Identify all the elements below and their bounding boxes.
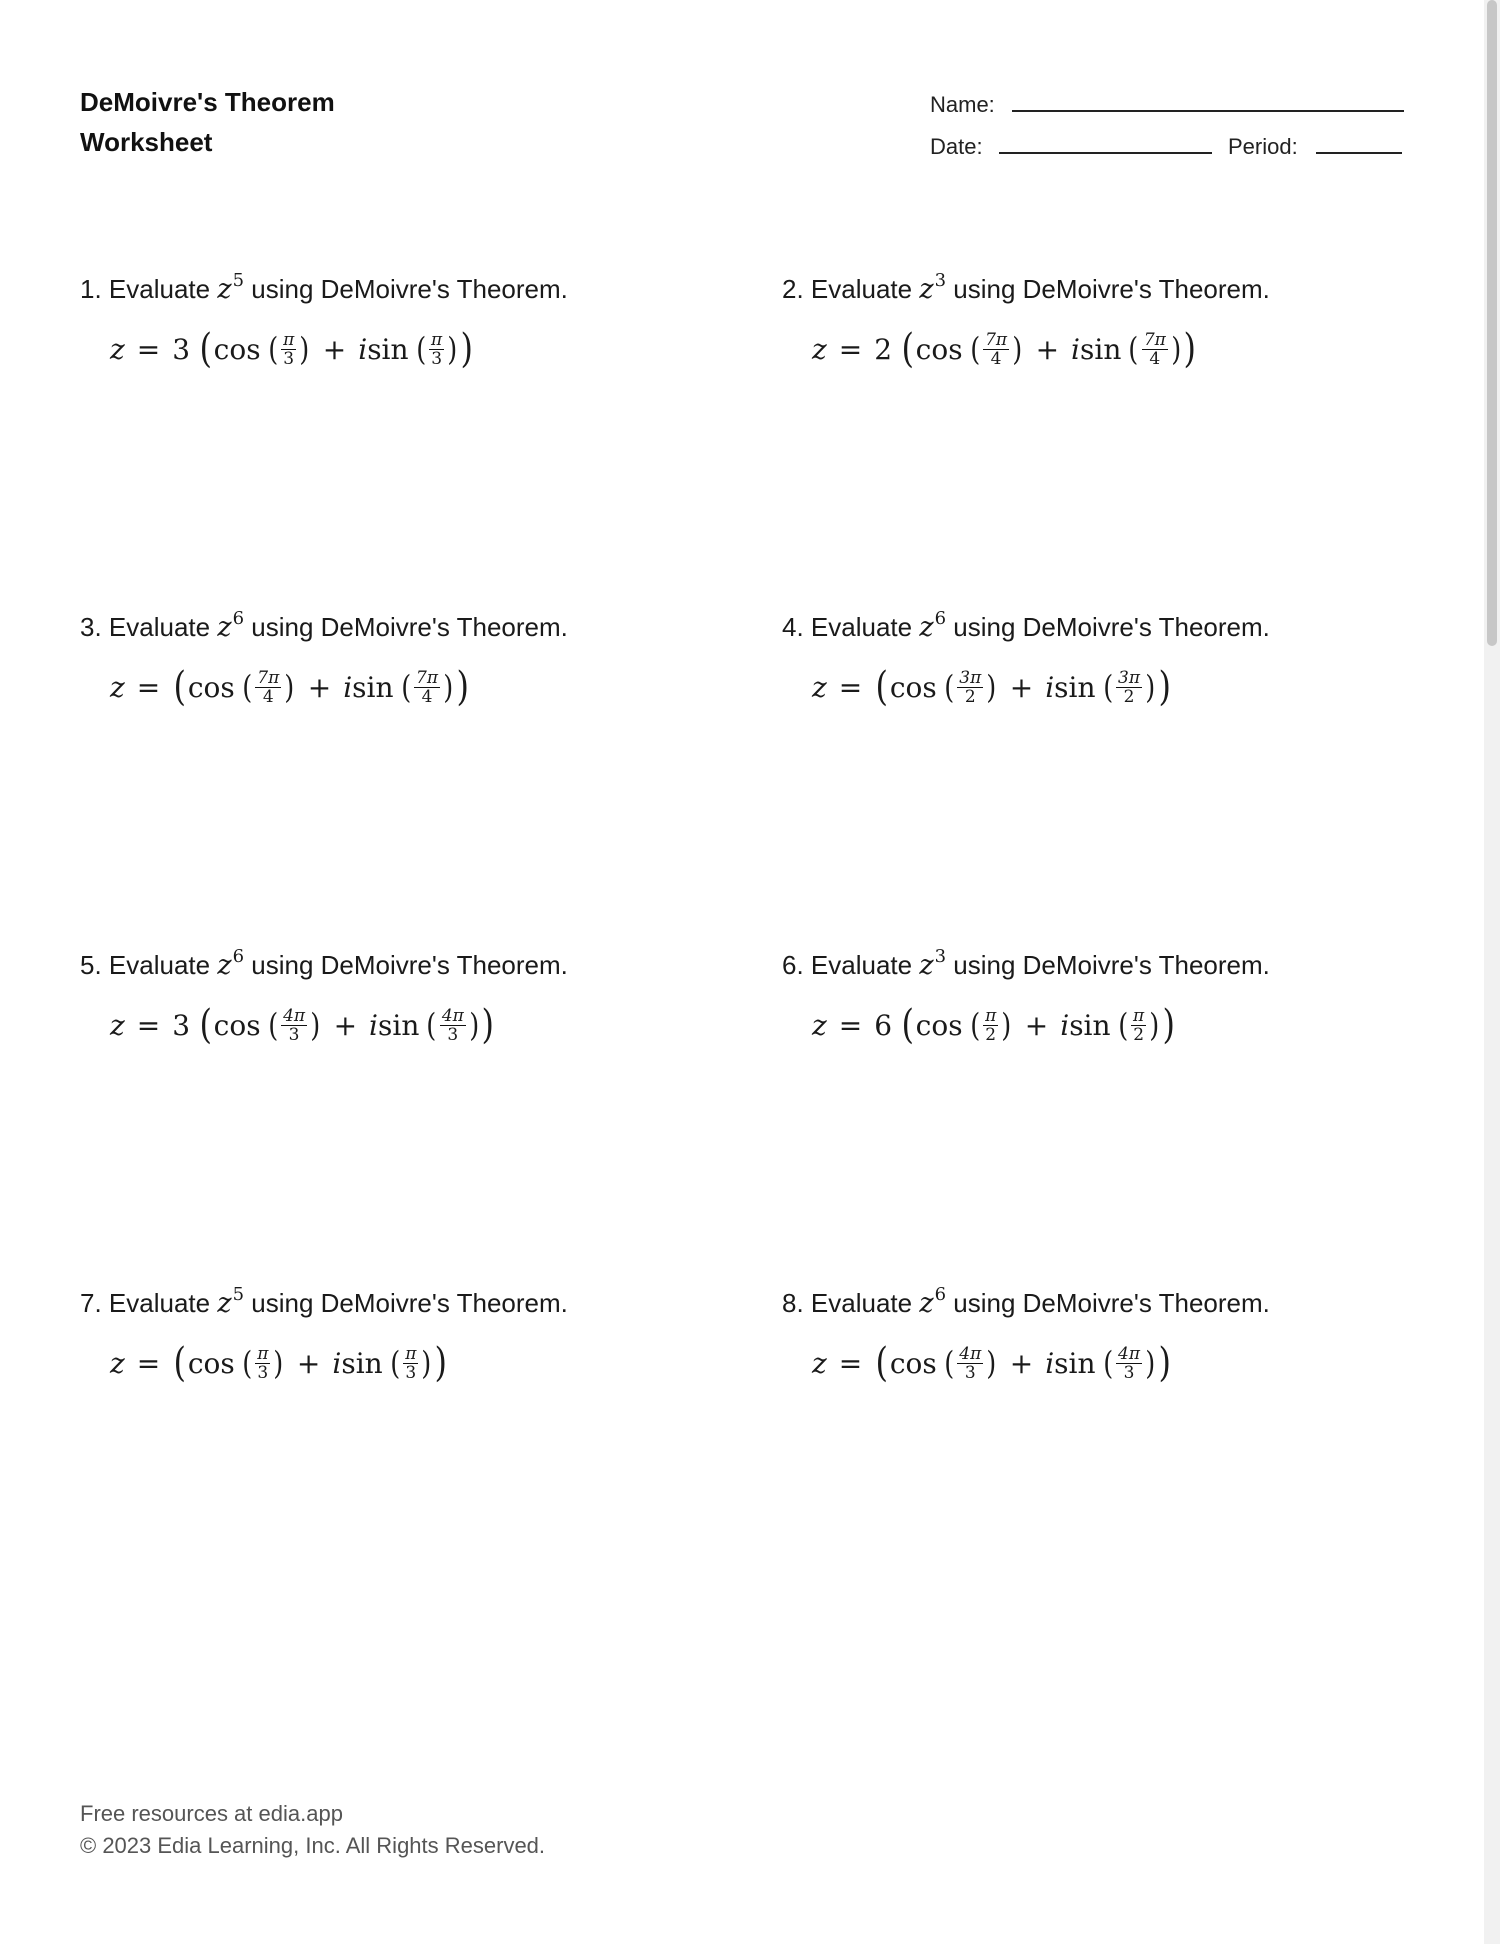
variable-z: z bbox=[217, 274, 232, 305]
problem-number: 6. bbox=[782, 950, 804, 980]
angle-numerator: 7π bbox=[1143, 329, 1166, 350]
arg-right-paren: ) bbox=[469, 1006, 480, 1044]
problem-prompt bbox=[782, 610, 1422, 645]
angle-denominator: 3 bbox=[283, 348, 295, 369]
angle-numerator: π bbox=[431, 329, 443, 350]
arg-right-paren: ) bbox=[443, 668, 454, 706]
arg-left-paren: ( bbox=[944, 668, 955, 706]
prompt-verb: Evaluate bbox=[108, 1288, 211, 1318]
arg-right-paren: ) bbox=[986, 1344, 997, 1382]
angle-fraction bbox=[1116, 1345, 1142, 1382]
right-paren: ) bbox=[1158, 1340, 1171, 1386]
arg-left-paren: ( bbox=[944, 1344, 955, 1382]
arg-left-paren: ( bbox=[267, 330, 278, 368]
problem-prompt bbox=[782, 1286, 1422, 1321]
arg-right-paren: ) bbox=[299, 330, 310, 368]
trig-function: cos bbox=[187, 670, 235, 704]
equals-sign: = bbox=[838, 1008, 863, 1042]
arg-left-paren: ( bbox=[1117, 1006, 1128, 1044]
plus-sign: + bbox=[333, 1008, 358, 1042]
worksheet-title bbox=[80, 82, 335, 162]
trig-function: sin bbox=[367, 332, 409, 366]
problem-prompt bbox=[80, 272, 720, 307]
problem-number: 8. bbox=[782, 1288, 804, 1318]
arg-right-paren: ) bbox=[1171, 330, 1182, 368]
angle-fraction bbox=[403, 1345, 418, 1382]
right-paren: ) bbox=[1183, 326, 1197, 372]
angle-fraction bbox=[440, 1007, 466, 1044]
arg-right-paren: ) bbox=[986, 668, 997, 706]
arg-left-paren: ( bbox=[242, 668, 253, 706]
equals-sign: = bbox=[136, 670, 161, 704]
name-label: Name: bbox=[930, 92, 995, 117]
problem-prompt bbox=[782, 272, 1422, 307]
exponent: 5 bbox=[232, 270, 245, 291]
modulus-coefficient: 2 bbox=[874, 332, 893, 366]
variable-z: z bbox=[217, 1288, 232, 1319]
angle-denominator: 2 bbox=[985, 1024, 997, 1045]
angle-fraction bbox=[255, 669, 281, 706]
plus-sign: + bbox=[1009, 1346, 1034, 1380]
angle-fraction bbox=[957, 1345, 983, 1382]
angle-fraction bbox=[281, 1007, 307, 1044]
equals-sign: = bbox=[838, 670, 863, 704]
arg-right-paren: ) bbox=[1149, 1006, 1160, 1044]
right-paren: ) bbox=[434, 1340, 447, 1386]
problem-equation bbox=[110, 1001, 720, 1049]
angle-denominator: 4 bbox=[262, 686, 274, 707]
arg-left-paren: ( bbox=[1102, 668, 1113, 706]
equation-variable: z bbox=[110, 1008, 125, 1042]
footer bbox=[80, 1798, 545, 1862]
arg-left-paren: ( bbox=[242, 1344, 253, 1382]
angle-denominator: 2 bbox=[1123, 686, 1135, 707]
problem-equation bbox=[110, 1339, 720, 1387]
problem-1 bbox=[80, 272, 720, 373]
prompt-verb: Evaluate bbox=[810, 1288, 913, 1318]
prompt-verb: Evaluate bbox=[108, 612, 211, 642]
arg-left-paren: ( bbox=[1102, 1344, 1113, 1382]
angle-numerator: 7π bbox=[416, 667, 439, 688]
problem-4 bbox=[782, 610, 1422, 711]
angle-numerator: π bbox=[283, 329, 295, 350]
arg-right-paren: ) bbox=[421, 1344, 432, 1382]
angle-numerator: 4π bbox=[1118, 1343, 1141, 1364]
problem-prompt bbox=[782, 948, 1422, 983]
angle-fraction bbox=[281, 331, 296, 368]
arg-right-paren: ) bbox=[1012, 330, 1023, 368]
angle-numerator: 7π bbox=[985, 329, 1008, 350]
problem-5 bbox=[80, 948, 720, 1049]
angle-numerator: 3π bbox=[1118, 667, 1141, 688]
angle-numerator: 3π bbox=[959, 667, 982, 688]
equation-variable: z bbox=[110, 670, 125, 704]
modulus-coefficient: 3 bbox=[172, 332, 191, 366]
plus-sign: + bbox=[307, 670, 332, 704]
variable-z: z bbox=[217, 950, 232, 981]
left-paren: ( bbox=[875, 1340, 889, 1386]
angle-numerator: 4π bbox=[959, 1343, 982, 1364]
angle-fraction bbox=[983, 1007, 998, 1044]
right-paren: ) bbox=[1162, 1002, 1175, 1048]
prompt-instruction: using DeMoivre's Theorem. bbox=[953, 1288, 1270, 1318]
problem-6 bbox=[782, 948, 1422, 1049]
angle-numerator: 4π bbox=[441, 1005, 464, 1026]
page-scrollbar[interactable] bbox=[1484, 0, 1500, 1944]
trig-function: sin bbox=[1080, 332, 1122, 366]
equals-sign: = bbox=[136, 1008, 161, 1042]
angle-fraction bbox=[429, 331, 444, 368]
exponent: 6 bbox=[232, 608, 245, 629]
prompt-instruction: using DeMoivre's Theorem. bbox=[953, 274, 1270, 304]
exponent: 3 bbox=[934, 946, 947, 967]
imaginary-unit: i bbox=[358, 332, 368, 366]
prompt-verb: Evaluate bbox=[108, 950, 211, 980]
problem-equation bbox=[812, 1339, 1422, 1387]
angle-denominator: 4 bbox=[1149, 348, 1161, 369]
equals-sign: = bbox=[136, 1346, 161, 1380]
arg-right-paren: ) bbox=[310, 1006, 321, 1044]
angle-fraction bbox=[1142, 331, 1168, 368]
trig-function: cos bbox=[213, 1008, 261, 1042]
scrollbar-thumb[interactable] bbox=[1487, 0, 1497, 646]
arg-right-paren: ) bbox=[273, 1344, 284, 1382]
angle-fraction bbox=[1116, 669, 1142, 706]
prompt-instruction: using DeMoivre's Theorem. bbox=[953, 950, 1270, 980]
exponent: 6 bbox=[934, 1284, 947, 1305]
angle-numerator: π bbox=[257, 1343, 269, 1364]
left-paren: ( bbox=[173, 1340, 187, 1386]
variable-z: z bbox=[919, 274, 934, 305]
exponent: 6 bbox=[934, 608, 947, 629]
angle-fraction bbox=[957, 669, 983, 706]
problem-equation bbox=[812, 663, 1422, 711]
trig-function: cos bbox=[889, 670, 937, 704]
equation-variable: z bbox=[812, 1346, 827, 1380]
problem-3 bbox=[80, 610, 720, 711]
angle-denominator: 3 bbox=[288, 1024, 300, 1045]
exponent: 6 bbox=[232, 946, 245, 967]
trig-function: sin bbox=[1054, 670, 1096, 704]
problem-7 bbox=[80, 1286, 720, 1387]
name-line[interactable] bbox=[1012, 110, 1404, 112]
equation-variable: z bbox=[812, 332, 827, 366]
variable-z: z bbox=[919, 1288, 934, 1319]
trig-function: sin bbox=[352, 670, 394, 704]
left-paren: ( bbox=[199, 1002, 213, 1048]
angle-denominator: 3 bbox=[257, 1362, 269, 1383]
prompt-verb: Evaluate bbox=[810, 274, 913, 304]
trig-function: sin bbox=[1069, 1008, 1111, 1042]
problem-prompt bbox=[80, 948, 720, 983]
prompt-verb: Evaluate bbox=[810, 612, 913, 642]
left-paren: ( bbox=[901, 1002, 915, 1048]
angle-denominator: 2 bbox=[964, 686, 976, 707]
prompt-verb: Evaluate bbox=[810, 950, 913, 980]
trig-function: sin bbox=[378, 1008, 420, 1042]
problem-number: 4. bbox=[782, 612, 804, 642]
angle-numerator: π bbox=[405, 1343, 417, 1364]
problem-number: 1. bbox=[80, 274, 102, 304]
imaginary-unit: i bbox=[332, 1346, 342, 1380]
angle-numerator: 7π bbox=[257, 667, 280, 688]
right-paren: ) bbox=[1158, 664, 1171, 710]
arg-right-paren: ) bbox=[447, 330, 458, 368]
period-line[interactable] bbox=[1316, 152, 1402, 154]
arg-right-paren: ) bbox=[1001, 1006, 1012, 1044]
right-paren: ) bbox=[460, 326, 473, 372]
prompt-verb: Evaluate bbox=[108, 274, 211, 304]
left-paren: ( bbox=[173, 664, 187, 710]
problem-prompt bbox=[80, 610, 720, 645]
plus-sign: + bbox=[1009, 670, 1034, 704]
title-line-1: DeMoivre's Theorem bbox=[80, 87, 335, 117]
angle-fraction bbox=[983, 331, 1009, 368]
imaginary-unit: i bbox=[1045, 670, 1055, 704]
arg-left-paren: ( bbox=[969, 330, 980, 368]
problem-equation bbox=[110, 325, 720, 373]
arg-left-paren: ( bbox=[389, 1344, 400, 1382]
problem-number: 3. bbox=[80, 612, 102, 642]
right-paren: ) bbox=[456, 664, 469, 710]
equals-sign: = bbox=[838, 1346, 863, 1380]
imaginary-unit: i bbox=[1060, 1008, 1070, 1042]
arg-left-paren: ( bbox=[1128, 330, 1139, 368]
arg-left-paren: ( bbox=[400, 668, 411, 706]
problem-number: 7. bbox=[80, 1288, 102, 1318]
date-label: Date: bbox=[930, 134, 983, 159]
arg-right-paren: ) bbox=[1145, 668, 1156, 706]
equation-variable: z bbox=[812, 670, 827, 704]
angle-denominator: 2 bbox=[1133, 1024, 1145, 1045]
angle-numerator: π bbox=[985, 1005, 997, 1026]
trig-function: sin bbox=[341, 1346, 383, 1380]
arg-right-paren: ) bbox=[284, 668, 295, 706]
plus-sign: + bbox=[1024, 1008, 1049, 1042]
arg-left-paren: ( bbox=[267, 1006, 278, 1044]
plus-sign: + bbox=[296, 1346, 321, 1380]
prompt-instruction: using DeMoivre's Theorem. bbox=[953, 612, 1270, 642]
left-paren: ( bbox=[875, 664, 889, 710]
prompt-instruction: using DeMoivre's Theorem. bbox=[251, 950, 568, 980]
angle-denominator: 3 bbox=[964, 1362, 976, 1383]
trig-function: cos bbox=[213, 332, 261, 366]
equals-sign: = bbox=[838, 332, 863, 366]
problem-equation bbox=[110, 663, 720, 711]
angle-numerator: π bbox=[1133, 1005, 1145, 1026]
variable-z: z bbox=[217, 612, 232, 643]
plus-sign: + bbox=[1035, 332, 1060, 366]
period-label: Period: bbox=[1228, 134, 1298, 159]
angle-numerator: 4π bbox=[283, 1005, 306, 1026]
variable-z: z bbox=[919, 612, 934, 643]
arg-left-paren: ( bbox=[426, 1006, 437, 1044]
footer-resources: Free resources at edia.app bbox=[80, 1801, 343, 1826]
plus-sign: + bbox=[322, 332, 347, 366]
problem-number: 5. bbox=[80, 950, 102, 980]
problem-prompt bbox=[80, 1286, 720, 1321]
trig-function: sin bbox=[1054, 1346, 1096, 1380]
problem-8 bbox=[782, 1286, 1422, 1387]
footer-copyright: © 2023 Edia Learning, Inc. All Rights Reserved. bbox=[80, 1833, 546, 1858]
variable-z: z bbox=[919, 950, 934, 981]
left-paren: ( bbox=[901, 326, 915, 372]
angle-fraction bbox=[1131, 1007, 1146, 1044]
arg-left-paren: ( bbox=[969, 1006, 980, 1044]
imaginary-unit: i bbox=[1045, 1346, 1055, 1380]
problem-2 bbox=[782, 272, 1422, 373]
equation-variable: z bbox=[812, 1008, 827, 1042]
modulus-coefficient: 3 bbox=[172, 1008, 191, 1042]
title-line-2: Worksheet bbox=[80, 127, 213, 157]
trig-function: cos bbox=[187, 1346, 235, 1380]
angle-denominator: 3 bbox=[405, 1362, 417, 1383]
prompt-instruction: using DeMoivre's Theorem. bbox=[251, 612, 568, 642]
left-paren: ( bbox=[199, 326, 213, 372]
problem-equation bbox=[812, 325, 1422, 373]
imaginary-unit: i bbox=[1071, 332, 1080, 366]
angle-denominator: 4 bbox=[990, 348, 1002, 369]
trig-function: cos bbox=[889, 1346, 937, 1380]
imaginary-unit: i bbox=[343, 670, 353, 704]
equation-variable: z bbox=[110, 1346, 125, 1380]
exponent: 5 bbox=[232, 1284, 245, 1305]
arg-right-paren: ) bbox=[1145, 1344, 1156, 1382]
imaginary-unit: i bbox=[369, 1008, 378, 1042]
angle-denominator: 3 bbox=[1123, 1362, 1135, 1383]
equation-variable: z bbox=[110, 332, 125, 366]
trig-function: cos bbox=[915, 1008, 963, 1042]
trig-function: cos bbox=[915, 332, 963, 366]
problem-number: 2. bbox=[782, 274, 804, 304]
equals-sign: = bbox=[136, 332, 161, 366]
arg-left-paren: ( bbox=[415, 330, 426, 368]
problem-equation bbox=[812, 1001, 1422, 1049]
angle-denominator: 3 bbox=[431, 348, 443, 369]
angle-denominator: 4 bbox=[421, 686, 433, 707]
right-paren: ) bbox=[481, 1002, 495, 1048]
angle-fraction bbox=[414, 669, 440, 706]
prompt-instruction: using DeMoivre's Theorem. bbox=[251, 1288, 568, 1318]
date-line[interactable] bbox=[999, 152, 1212, 154]
modulus-coefficient: 6 bbox=[874, 1008, 893, 1042]
angle-fraction bbox=[255, 1345, 270, 1382]
prompt-instruction: using DeMoivre's Theorem. bbox=[251, 274, 568, 304]
exponent: 3 bbox=[934, 270, 947, 291]
angle-denominator: 3 bbox=[447, 1024, 459, 1045]
